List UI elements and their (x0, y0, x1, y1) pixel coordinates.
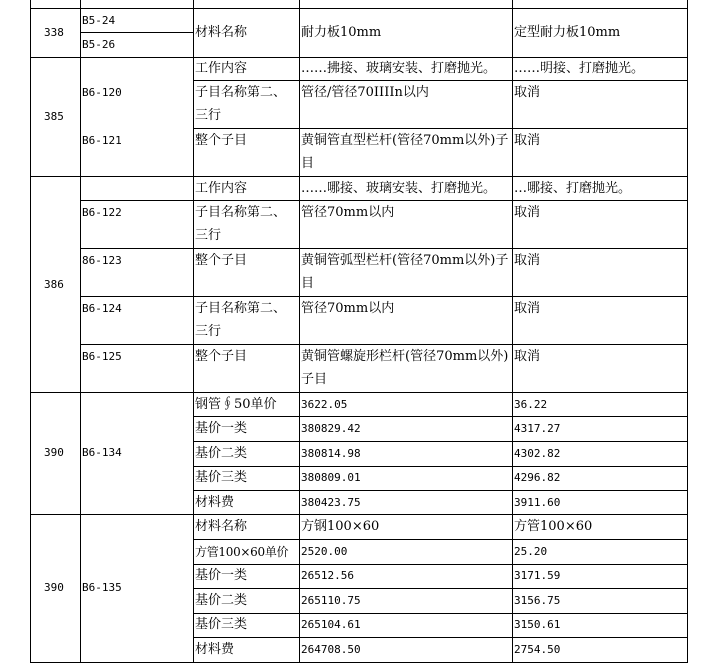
col-rule (512, 0, 513, 663)
item-cell: 材料名称 (195, 519, 248, 534)
revised-cell: 取消 (514, 133, 541, 148)
revised-cell: 3150.61 (514, 618, 561, 631)
item-cell: 整个子目 (195, 133, 248, 148)
original-cell: 管径70mm以内 (301, 205, 395, 220)
revised-cell: 取消 (514, 85, 541, 100)
original-cell: 管径70mm以内 (301, 301, 395, 316)
original-cell: 黄铜管弧型栏杆(管径70mm以外)子目 (301, 253, 509, 291)
revised-cell: 方管100×60 (514, 519, 593, 534)
original-cell: 265110.75 (301, 594, 361, 607)
code-cell: B5-24 (82, 14, 116, 27)
item-cell: 基价三类 (195, 617, 248, 632)
original-cell: 管径/管径70IIIIn以内 (301, 85, 429, 100)
code-cell: B6-122 (82, 206, 122, 219)
revised-cell: 取消 (514, 301, 541, 316)
revised-cell: 2754.50 (514, 643, 561, 656)
item-cell: 材料名称 (195, 25, 248, 40)
col-rule (299, 0, 300, 663)
row-rule (30, 8, 688, 9)
row-rule (193, 466, 688, 467)
revised-cell: 取消 (514, 205, 541, 220)
code-cell: B5-26 (82, 38, 116, 51)
item-cell: 子目名称第二、三行 (195, 205, 287, 243)
original-cell: 耐力板10mm (301, 25, 382, 40)
code-cell: B6-121 (82, 134, 122, 147)
revised-cell: 4317.27 (514, 422, 561, 435)
revised-cell: ……明接、打磨抛光。 (514, 61, 645, 76)
row-number: 385 (44, 110, 64, 123)
row-number: 338 (44, 26, 64, 39)
revised-cell: 取消 (514, 253, 541, 268)
item-cell: 方管100×60单价 (195, 545, 289, 559)
revised-cell: 36.22 (514, 398, 548, 411)
row-rule (193, 613, 688, 614)
revised-cell: 4302.82 (514, 447, 561, 460)
item-cell: 基价二类 (195, 593, 248, 608)
code-cell: B6-135 (82, 581, 122, 594)
original-cell: 黄铜管直型栏杆(管径70mm以外)子目 (301, 133, 509, 171)
item-cell: 子目名称第二、三行 (195, 301, 287, 339)
item-cell: 子目名称第二、三行 (195, 85, 287, 123)
original-cell: 2520.00 (301, 545, 348, 558)
col-rule (193, 0, 194, 663)
item-cell: 基价二类 (195, 446, 248, 461)
col-rule (687, 0, 688, 663)
item-cell: 材料费 (195, 495, 235, 510)
original-cell: 黄铜管螺旋形栏杆(管径70mm以外)子目 (301, 349, 509, 387)
errata-table (30, 0, 688, 663)
row-rule (193, 490, 688, 491)
row-rule (193, 564, 688, 565)
revised-cell: 定型耐力板10mm (514, 25, 621, 40)
item-cell: 基价三类 (195, 470, 248, 485)
row-rule (193, 637, 688, 638)
code-cell: B6-125 (82, 350, 122, 363)
original-cell: 265104.61 (301, 618, 361, 631)
item-cell: 基价一类 (195, 568, 248, 583)
row-number: 386 (44, 278, 64, 291)
original-cell: 380809.01 (301, 471, 361, 484)
original-cell: 26512.56 (301, 569, 354, 582)
col-rule (80, 0, 81, 663)
item-cell: 工作内容 (195, 61, 248, 76)
row-rule (30, 392, 688, 393)
revised-cell: 取消 (514, 349, 541, 364)
item-cell: 整个子目 (195, 349, 248, 364)
original-cell: 380423.75 (301, 496, 361, 509)
original-cell: 264708.50 (301, 643, 361, 656)
item-cell: 材料费 (195, 642, 235, 657)
revised-cell: 4296.82 (514, 471, 561, 484)
revised-cell: 3171.59 (514, 569, 561, 582)
item-cell: 钢管∮50单价 (195, 397, 277, 412)
item-cell: 整个子目 (195, 253, 248, 268)
original-cell: 方钢100×60 (301, 519, 380, 534)
original-cell: 3622.05 (301, 398, 348, 411)
revised-cell: 3156.75 (514, 594, 561, 607)
original-cell: 380829.42 (301, 422, 361, 435)
code-cell: B6-124 (82, 302, 122, 315)
revised-cell: 3911.60 (514, 496, 561, 509)
row-rule (193, 588, 688, 589)
original-cell: ……拂接、玻璃安装、打磨抛光。 (301, 61, 497, 76)
code-cell: 86-123 (82, 254, 122, 267)
item-cell: 基价一类 (195, 421, 248, 436)
item-cell: 工作内容 (195, 181, 248, 196)
revised-cell: …哪接、打磨抛光。 (514, 181, 632, 196)
original-cell: 380814.98 (301, 447, 361, 460)
revised-cell: 25.20 (514, 545, 548, 558)
code-cell: B6-120 (82, 86, 122, 99)
original-cell: ……哪接、玻璃安装、打磨抛光。 (301, 181, 497, 196)
row-number: 390 (44, 581, 64, 594)
row-number: 390 (44, 446, 64, 459)
row-rule (193, 441, 688, 442)
col-rule (30, 0, 31, 663)
code-cell: B6-134 (82, 446, 122, 459)
